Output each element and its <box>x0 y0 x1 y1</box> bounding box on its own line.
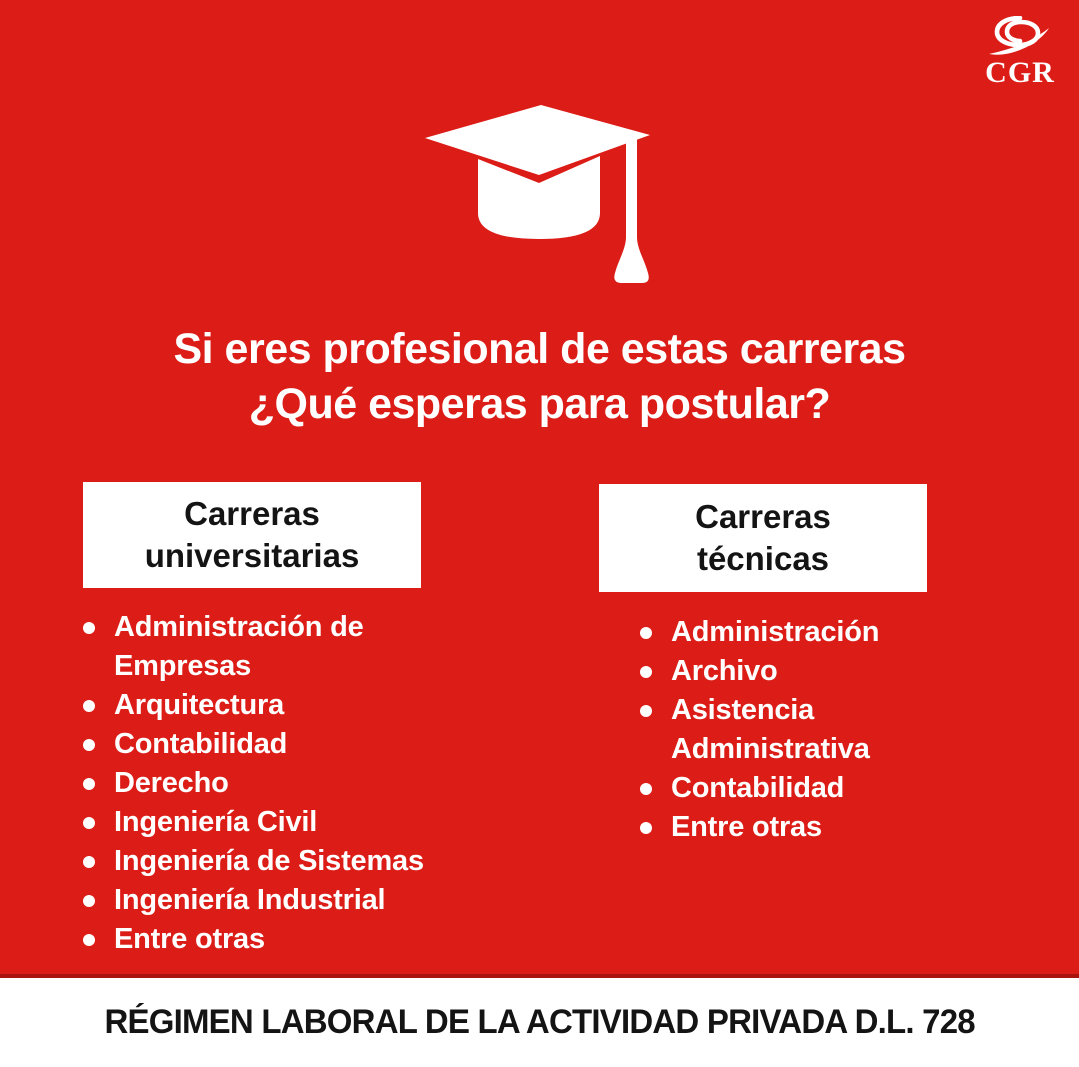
career-list-item: Entre otras <box>80 920 470 959</box>
career-list-item: Administración <box>637 613 942 652</box>
title-line: Carreras <box>695 498 831 535</box>
career-list-item: Arquitectura <box>80 686 470 725</box>
career-list-item: Administración de Empresas <box>80 608 470 686</box>
headline-line2: ¿Qué esperas para postular? <box>248 380 831 428</box>
career-list-item: Entre otras <box>637 808 942 847</box>
career-list-item: Ingeniería Industrial <box>80 881 470 920</box>
career-list-item: Derecho <box>80 764 470 803</box>
column-title-universitarias <box>83 482 421 588</box>
career-list-item: Contabilidad <box>637 769 942 808</box>
column-title-tecnicas <box>599 484 927 592</box>
cgr-swirl-icon <box>987 16 1053 60</box>
tecnicas-list <box>637 613 942 847</box>
career-list-item: Ingeniería de Sistemas <box>80 842 470 881</box>
headline-line1: Si eres profesional de estas carreras <box>173 325 906 373</box>
cgr-logo <box>975 16 1065 88</box>
career-list-item: Archivo <box>637 652 942 691</box>
career-list-item: Ingeniería Civil <box>80 803 470 842</box>
universitarias-list <box>80 608 470 959</box>
footer-band <box>0 974 1079 1067</box>
title-line: Carreras <box>184 495 320 532</box>
career-list-item: Asistencia Administrativa <box>637 691 942 769</box>
headline <box>0 322 1079 432</box>
title-line: técnicas <box>696 540 830 577</box>
cgr-logo-text: CGR <box>985 56 1055 89</box>
title-line: universitarias <box>144 537 360 574</box>
career-list-item: Contabilidad <box>80 725 470 764</box>
footer-text: RÉGIMEN LABORAL DE LA ACTIVIDAD PRIVADA D.L. 728 <box>104 1003 975 1041</box>
graduation-cap-icon <box>421 101 657 287</box>
